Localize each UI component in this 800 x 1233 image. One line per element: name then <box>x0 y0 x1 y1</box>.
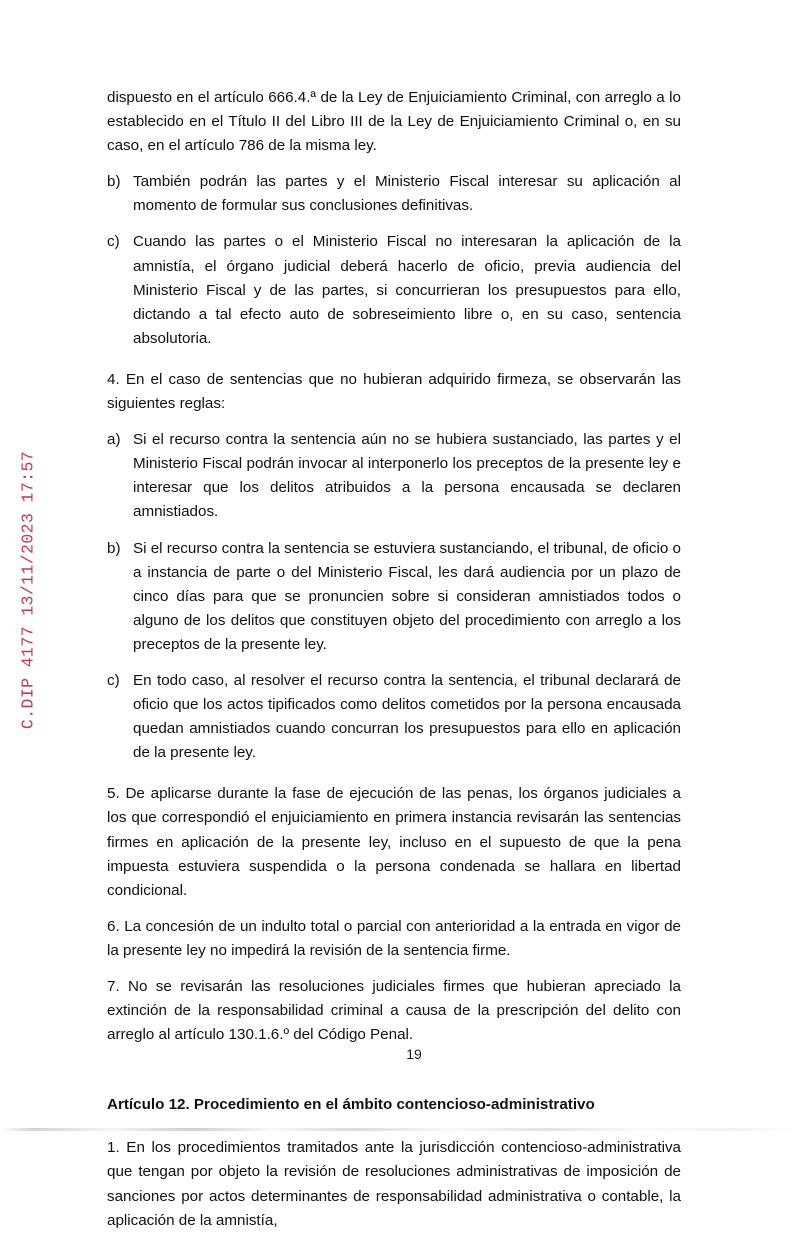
list-item-text: Cuando las partes o el Ministerio Fiscal no interesaran la aplicación de la amnistía, el órgano judicial deberá hacerlo de oficio, previa audiencia del Ministerio Fiscal y de las partes, si concurrieran los presupuestos para ello, dictando a tal efecto auto de sobreseimiento libre o, en su caso, sentencia absolutoria. <box>133 233 681 347</box>
registry-stamp: C.DIP 4177 13/11/2023 17:57 <box>18 450 38 730</box>
list-marker: b) <box>107 539 121 557</box>
page-number-value: 19 <box>406 1046 422 1062</box>
article-12-heading: Artículo 12. Procedimiento en el ámbito contencioso-administrativo <box>107 1096 595 1114</box>
list-marker: a) <box>107 431 121 449</box>
list-item-text: Si el recurso contra la sentencia aún no se hubiera sustanciado, las partes y el Ministerio Fiscal podrán invocar al interponerlo los preceptos de la presente ley e interesar que los delitos atribuidos a la persona encausada se declaren amnistiados. <box>133 431 681 521</box>
list-item-text: Si el recurso contra la sentencia se estuviera sustanciando, el tribunal, de oficio o a instancia de parte o del Ministerio Fiscal, les dará audiencia por un plazo de cinco días para que se pronuncien sobre si consideran amnistiados todos o alguno de los delitos que constituyen objeto del procedimiento con arreglo a los preceptos de la presente ley. <box>133 539 681 653</box>
list-marker: c) <box>107 233 120 251</box>
article-12-paragraph-1: 1. En los procedimientos tramitados ante la jurisdicción contencioso-administrativa que tengan por objeto la revisión de resoluciones administrativas de imposición de sanciones por actos determinantes de responsabilidad administrativa o contable, la aplicación de la amnistía, <box>107 1139 681 1229</box>
list-item <box>107 230 681 350</box>
list-item <box>107 537 681 657</box>
list-item-text: También podrán las partes y el Ministerio Fiscal interesar su aplicación al momento de formular sus conclusiones definitivas. <box>133 173 681 215</box>
paragraph-6: 6. La concesión de un indulto total o parcial con anterioridad a la entrada en vigor de la presente ley no impedirá la revisión de la sentencia firme. <box>107 917 681 959</box>
page-number <box>0 1045 800 1063</box>
paragraph-5: 5. De aplicarse durante la fase de ejecución de las penas, los órganos judiciales a los que correspondió el enjuiciamiento en primera instancia revisarán las sentencias firmes en aplicación de la presente ley, incluso en el supuesto de que la pena impuesta estuviera suspendida o la persona condenada se hallara en libertad condicional. <box>107 785 681 899</box>
list-marker: c) <box>107 671 120 689</box>
list-item-text: En todo caso, al resolver el recurso contra la sentencia, el tribunal declarará de oficio que los actos tipificados como delitos cometidos por la persona encausada quedan amnistiados cuando concurran los presupuestos para ello en aplicación de la presente ley. <box>133 671 681 762</box>
paragraph-7: 7. No se revisarán las resoluciones judiciales firmes que hubieran apreciado la extinción de la responsabilidad criminal a causa de la prescripción del delito con arreglo al artículo 130.1.6.º del Código Penal. <box>107 978 681 1044</box>
list-item <box>107 669 681 765</box>
list-marker: b) <box>107 173 121 191</box>
list-item <box>107 428 681 524</box>
paragraph-intro-continuation: dispuesto en el artículo 666.4.ª de la Ley de Enjuiciamiento Criminal, con arreglo a lo establecido en el Título II del Libro III de la Ley de Enjuiciamiento Criminal o, en su caso, en el artículo 786 de la misma ley. <box>107 89 681 155</box>
list-item <box>107 170 681 218</box>
paragraph-4: 4. En el caso de sentencias que no hubieran adquirido firmeza, se observarán las siguientes reglas: <box>107 370 681 413</box>
